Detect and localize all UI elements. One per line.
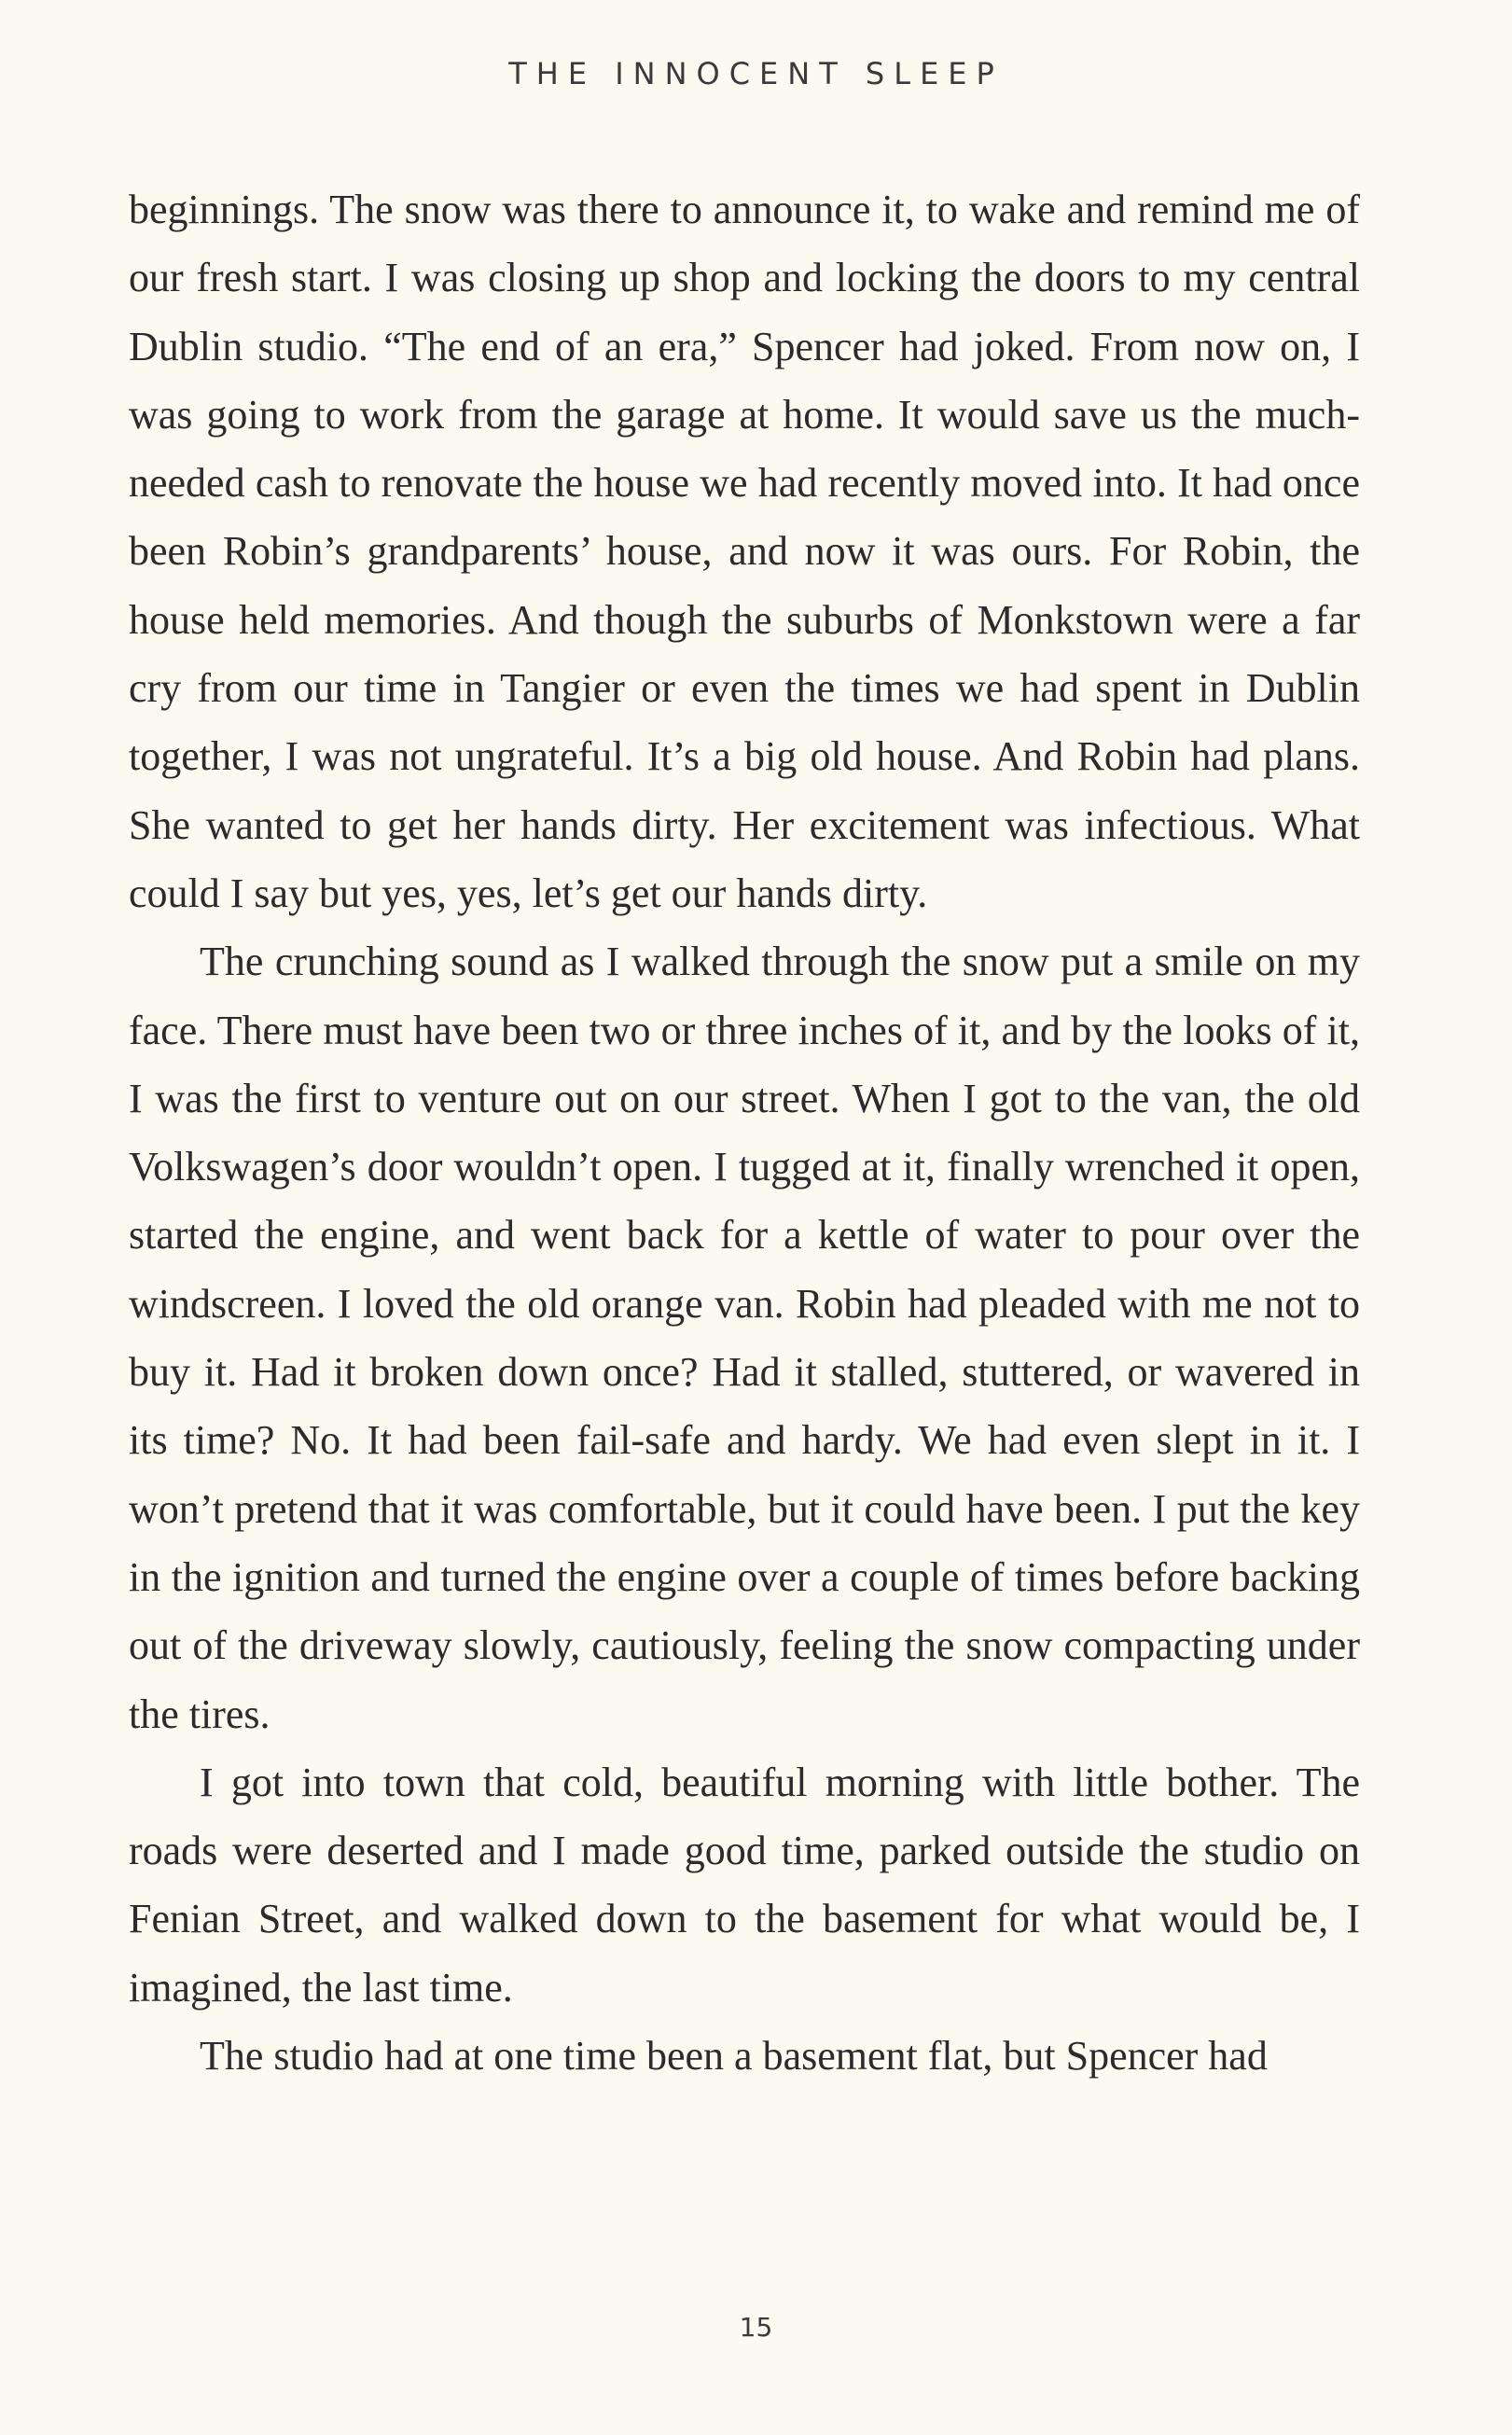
paragraph-4: The studio had at one time been a basement flat, but Spencer had [200,2033,1268,2080]
paragraph-2: The crunching sound as I walked through the snow put a smile on my face. There must have been two or three inches of it, and by the looks of it, I was the first to venture out on our street. When I got to the van, the old Volkswagen’s door wouldn’t open. I tugged at it, finally wrenched it open, started the engine, and went back for a kettle of water to pour over the windscreen. I loved the old orange van. Robin had pleaded with me not to buy it. Had it broken down once? Had it stalled, stuttered, or wavered in its time? No. It had been fail-safe and hardy. We had even slept in it. I won’t pretend that it was comfortable, but it could have been. I put the key in the ignition and turned the engine over a couple of times before backing out of the driveway slowly, cautiously, feeling the snow compacting under the tires. [129,939,1360,1737]
page-number: 15 [739,2312,773,2343]
paragraph-3: I got into town that cold, beautiful morning with little bother. The roads were deserted and I made good time, parked outside the studio on Fenian Street, and walked down to the basement for what would be, I imagined, the last time. [129,1759,1360,2011]
paragraph-1: beginnings. The snow was there to announce it, to wake and remind me of our fresh start. I was closing up shop and locking the doors to my central Dublin studio. “The end of an era,” Spencer had joked. From now on, I was going to work from the garage at home. It would save us the much-needed cash to renovate the house we had recently moved into. It had once been Robin’s grandparents’ house, and now it was ours. For Robin, the house held memories. And though the suburbs of Monkstown were a far cry from our time in Tangier or even the times we had spent in Dublin together, I was not ungrateful. It’s a big old house. And Robin had plans. She wanted to get her hands dirty. Her excitement was infectious. What could I say but yes, yes, let’s get our hands dirty. [129,187,1360,916]
body-text [129,175,1360,2090]
running-head: THE INNOCENT SLEEP [508,56,1004,91]
